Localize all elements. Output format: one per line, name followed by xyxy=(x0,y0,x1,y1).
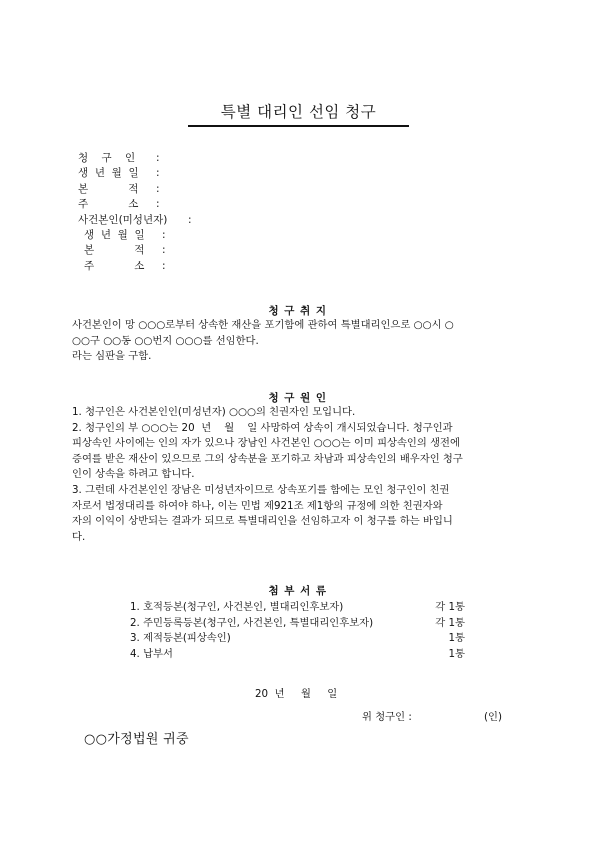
cause-body xyxy=(72,405,530,545)
attachment-count: 1통 xyxy=(448,632,465,645)
party-colon: : xyxy=(162,228,166,241)
title-underline xyxy=(188,125,409,127)
party-colon: : xyxy=(156,167,160,180)
party-colon: : xyxy=(156,152,160,164)
party-label: 본 적 xyxy=(78,182,139,195)
document-title: 특별 대리인 선임 청구 xyxy=(220,103,377,121)
party-colon: : xyxy=(188,213,192,226)
seal-mark: (인) xyxy=(484,711,502,723)
cause-line: 증여를 받은 재산이 있으므로 그의 상속분을 포기하고 차남과 피상속인의 배우자인 청구 xyxy=(72,452,463,465)
attachment-count: 1통 xyxy=(448,647,465,660)
attachment-item xyxy=(130,647,465,663)
cause-line: 자로서 법정대리를 하여야 하나, 이는 민법 제921조 제1항의 규정에 의한 친권자와 xyxy=(72,499,443,512)
cause-line: 인이 상속을 하려고 합니다. xyxy=(72,468,195,481)
purpose-line: 사건본인이 망 ○○○로부터 상속한 재산을 포기함에 관하여 특별대리인으로 ○○시 ○ xyxy=(72,319,454,331)
attachment-text: 1. 호적등본(청구인, 사건본인, 별대리인후보자) xyxy=(130,601,344,613)
court-addressee: ○○가정법원 귀중 xyxy=(84,732,189,747)
purpose-line: ○○구 ○○동 ○○번지 ○○○를 선임한다. xyxy=(72,334,259,347)
attachment-text: 4. 납부서 xyxy=(130,647,173,660)
party-label: 사건본인(미성년자) xyxy=(78,213,168,226)
party-label: 주 소 xyxy=(84,259,145,272)
attachments-heading: 첨 부 서 류 xyxy=(268,585,327,597)
party-label: 청 구 인 xyxy=(78,152,136,164)
cause-line: 1. 청구인은 사건본인인(미성년자) ○○○의 친권자인 모입니다. xyxy=(72,406,356,418)
attachment-text: 3. 제적등본(피상속인) xyxy=(130,632,231,645)
party-colon: : xyxy=(156,198,160,211)
party-colon: : xyxy=(156,182,160,195)
purpose-heading: 청 구 취 지 xyxy=(268,305,327,317)
attachment-item xyxy=(130,600,465,616)
party-label: 생 년 월 일 xyxy=(84,228,145,241)
attachment-item xyxy=(130,631,465,647)
signature-line: 위 청구인 : xyxy=(362,711,412,723)
cause-line: 3. 그런데 사건본인인 장남은 미성년자이므로 상속포기를 함에는 모인 청구인이 친권 xyxy=(72,483,450,496)
purpose-body xyxy=(72,318,530,365)
attachment-item xyxy=(130,616,465,632)
cause-line: 자의 이익이 상반되는 결과가 되므로 특별대리인을 선임하고자 이 청구를 하는 바입니 xyxy=(72,515,453,528)
party-label: 주 소 xyxy=(78,198,139,211)
party-label: 생 년 월 일 xyxy=(78,167,139,180)
filing-date: 20 년 월 일 xyxy=(255,688,338,700)
cause-heading: 청 구 원 인 xyxy=(268,392,327,404)
purpose-line: 라는 심판을 구함. xyxy=(72,350,152,363)
attachment-count: 각 1통 xyxy=(435,601,465,613)
party-colon: : xyxy=(162,259,166,272)
attachments-list xyxy=(130,600,465,662)
cause-line: 2. 청구인의 부 ○○○는 20 년 월 일 사망하여 상속이 개시되었습니다. 청구인과 xyxy=(72,421,453,434)
party-label: 본 적 xyxy=(84,244,145,257)
attachment-text: 2. 주민등록등본(청구인, 사건본인, 특별대리인후보자) xyxy=(130,616,374,629)
cause-line: 피상속인 사이에는 인의 자가 있으나 장남인 사건본인 ○○○는 이미 피상속인의 생전에 xyxy=(72,437,460,450)
party-colon: : xyxy=(162,244,166,257)
attachment-count: 각 1통 xyxy=(435,616,465,629)
cause-line: 다. xyxy=(72,530,86,543)
